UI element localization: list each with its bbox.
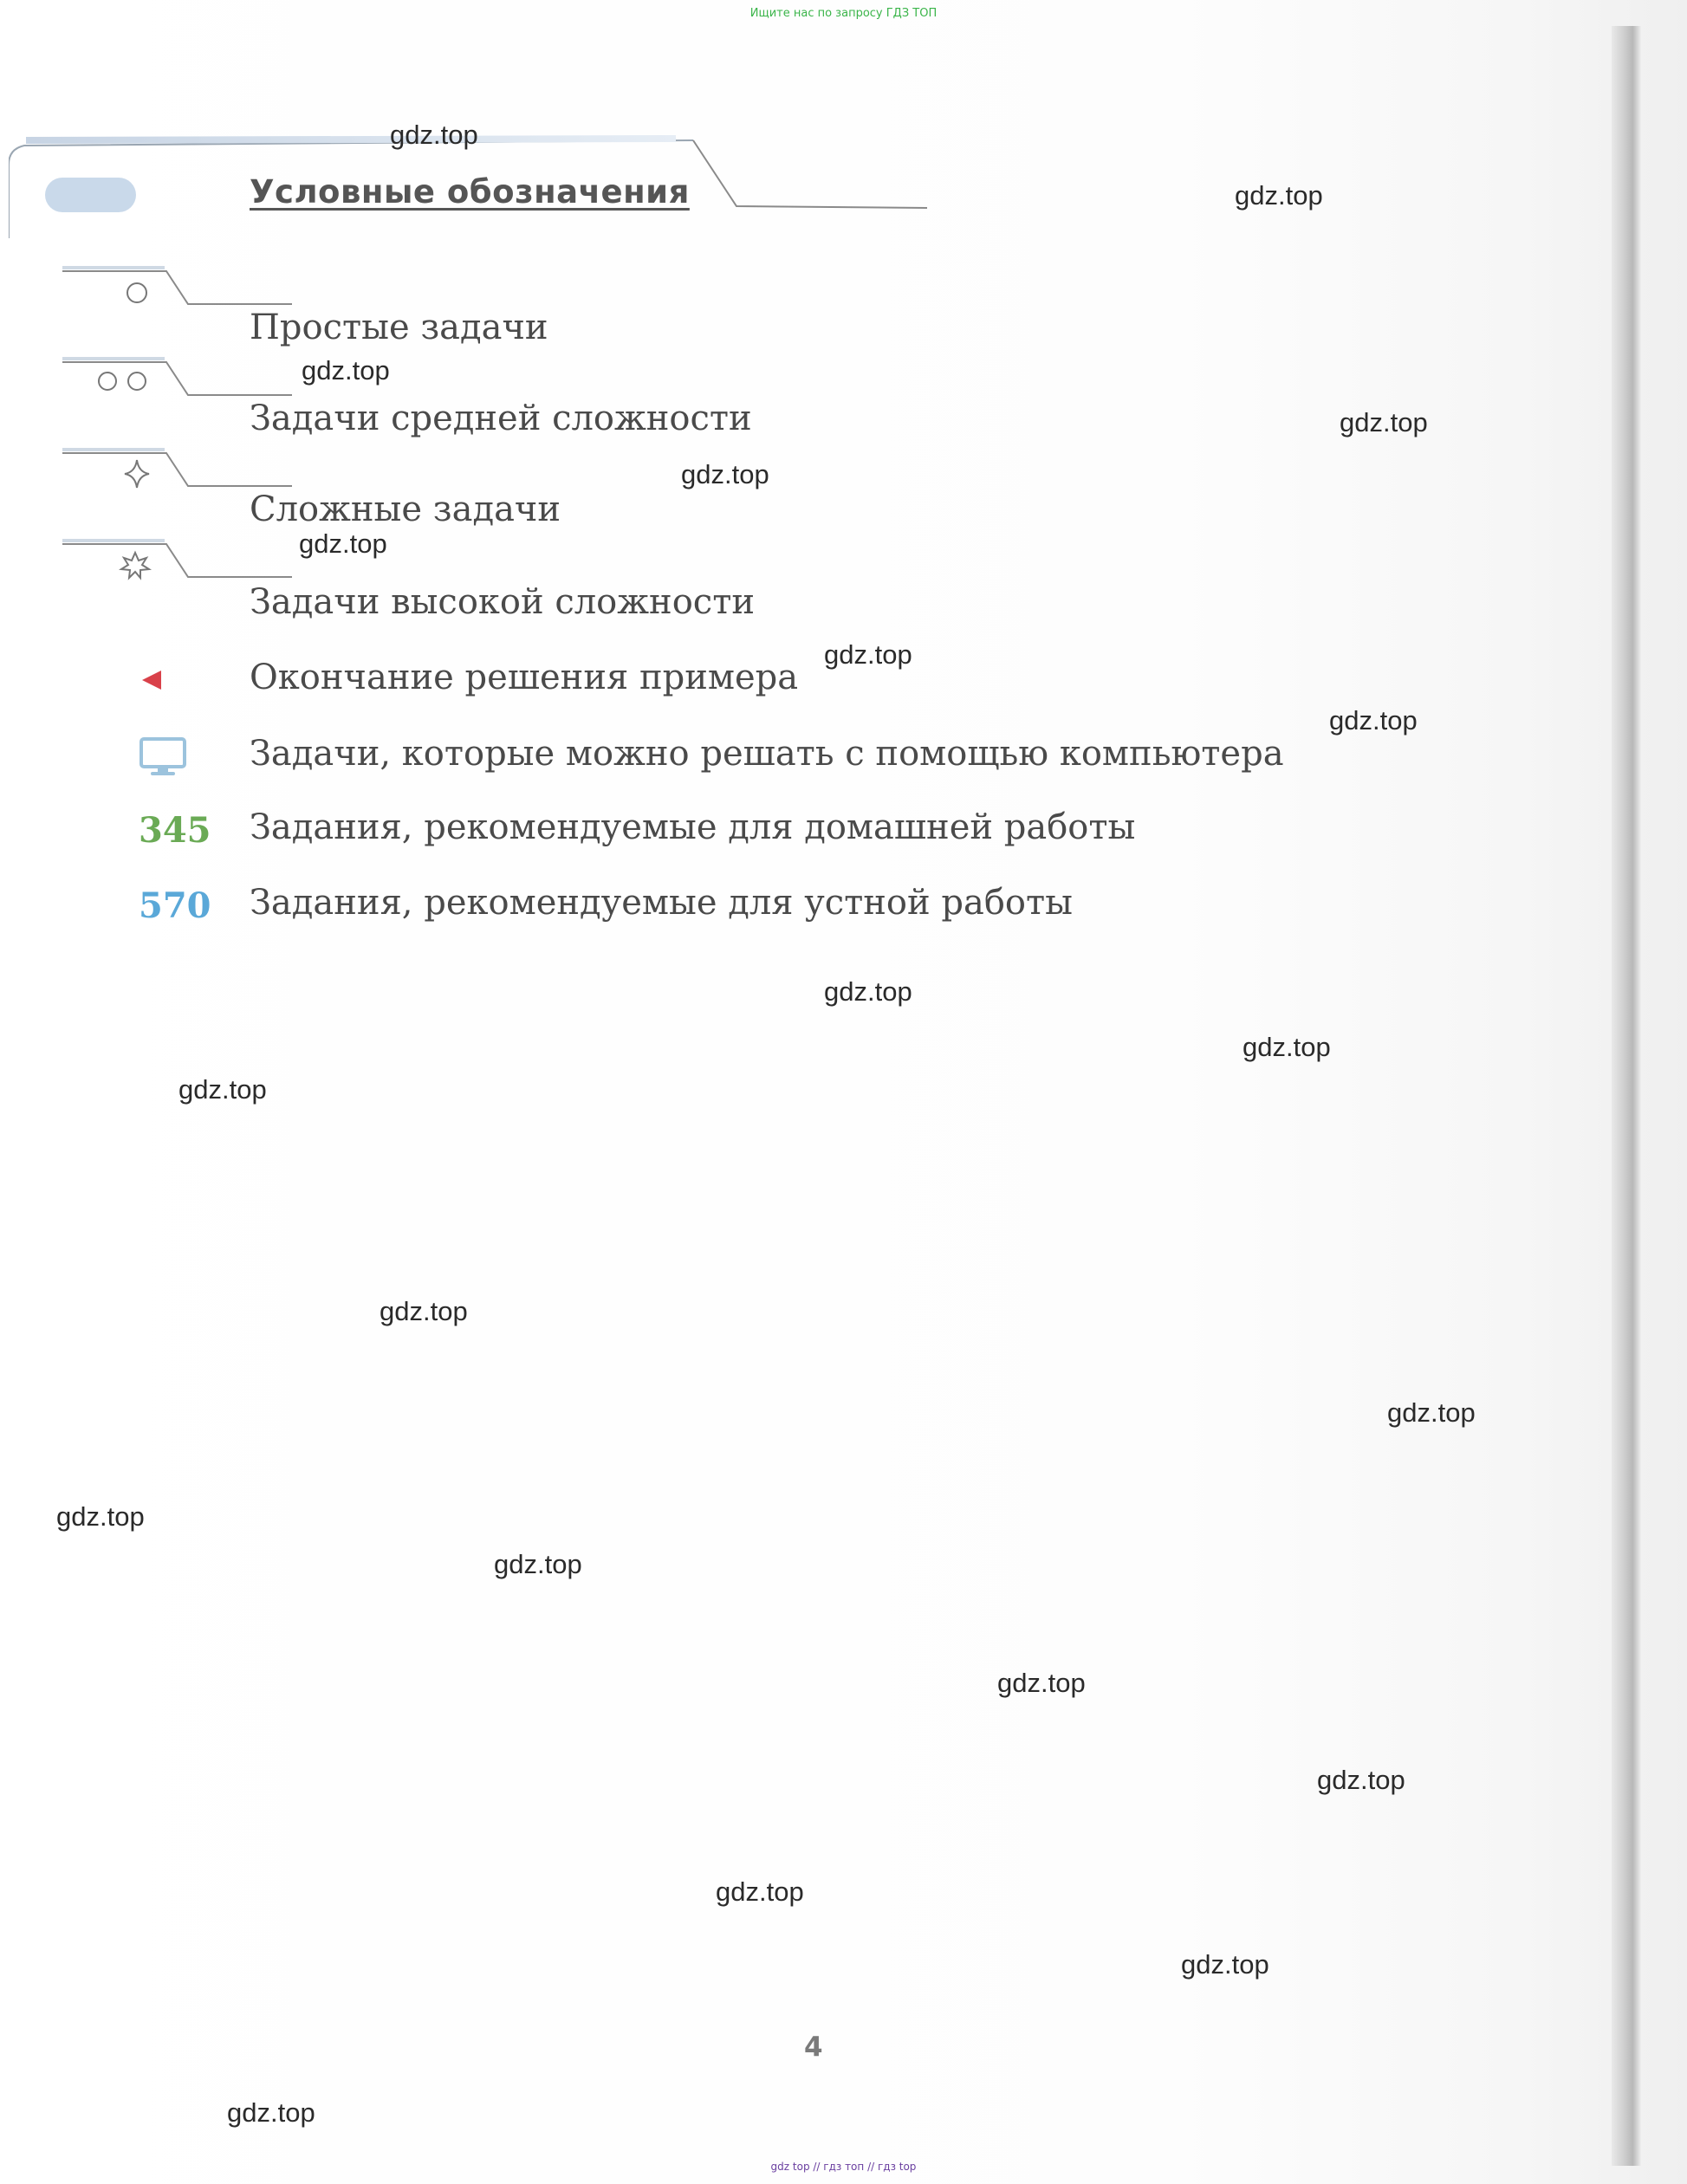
watermark: gdz.top bbox=[1340, 407, 1428, 437]
oral-number-sample: 570 bbox=[139, 885, 211, 926]
watermark: gdz.top bbox=[178, 1074, 267, 1105]
page-binding-shadow bbox=[1612, 26, 1642, 2166]
watermark: gdz.top bbox=[1235, 180, 1323, 211]
legend-text-oral: Задания, рекомендуемые для устной работы bbox=[250, 883, 1073, 923]
watermark: gdz.top bbox=[824, 976, 912, 1007]
legend-text-homework: Задания, рекомендуемые для домашней работы bbox=[250, 807, 1136, 847]
watermark: gdz.top bbox=[302, 355, 390, 386]
monitor-icon bbox=[139, 736, 187, 777]
homework-number-sample: 345 bbox=[139, 809, 211, 851]
watermark: gdz.top bbox=[716, 1876, 804, 1907]
watermark: gdz.top bbox=[1317, 1765, 1405, 1795]
watermark: gdz.top bbox=[390, 120, 478, 150]
circle-icon bbox=[127, 283, 146, 302]
level-tab-2 bbox=[62, 355, 296, 403]
bottom-search-banner[interactable]: gdz top // гдз топ // гдз top bbox=[770, 2161, 917, 2173]
page-title: Условные обозначения bbox=[250, 173, 690, 211]
burst-star-icon bbox=[121, 553, 149, 578]
legend-row-solution-end bbox=[139, 654, 1352, 706]
watermark: gdz.top bbox=[1387, 1397, 1476, 1428]
watermark: gdz.top bbox=[494, 1549, 582, 1579]
double-circle-icon bbox=[99, 373, 146, 390]
legend-text-solution-end: Окончание решения примера bbox=[250, 658, 799, 697]
level-label-medium: Задачи средней сложности bbox=[250, 399, 752, 438]
top-search-banner[interactable]: Ищите нас по запросу ГДЗ ТОП bbox=[749, 7, 938, 20]
watermark: gdz.top bbox=[1329, 705, 1418, 736]
four-point-star-icon bbox=[125, 460, 149, 488]
header-pill bbox=[45, 178, 136, 212]
page-number: 4 bbox=[804, 2032, 823, 2063]
legend-row-oral bbox=[139, 879, 1352, 931]
watermark: gdz.top bbox=[56, 1501, 145, 1532]
watermark: gdz.top bbox=[681, 459, 769, 489]
watermark: gdz.top bbox=[1243, 1032, 1331, 1062]
level-label-very-hard: Задачи высокой сложности bbox=[250, 582, 755, 622]
triangle-marker-icon bbox=[139, 667, 165, 693]
legend-row-homework bbox=[139, 804, 1352, 856]
legend-text-computer: Задачи, которые можно решать с помощью компьютера bbox=[250, 734, 1284, 774]
level-tab-3 bbox=[62, 446, 296, 494]
watermark: gdz.top bbox=[227, 2097, 315, 2128]
watermark: gdz.top bbox=[997, 1668, 1086, 1698]
watermark: gdz.top bbox=[380, 1296, 468, 1326]
legend-row-computer bbox=[139, 730, 1352, 782]
level-tab-1 bbox=[62, 264, 296, 312]
watermark: gdz.top bbox=[824, 639, 912, 670]
level-tab-4 bbox=[62, 537, 296, 585]
level-label-simple: Простые задачи bbox=[250, 308, 548, 347]
watermark: gdz.top bbox=[299, 528, 387, 559]
watermark: gdz.top bbox=[1181, 1949, 1269, 1980]
level-label-hard: Сложные задачи bbox=[250, 489, 561, 529]
